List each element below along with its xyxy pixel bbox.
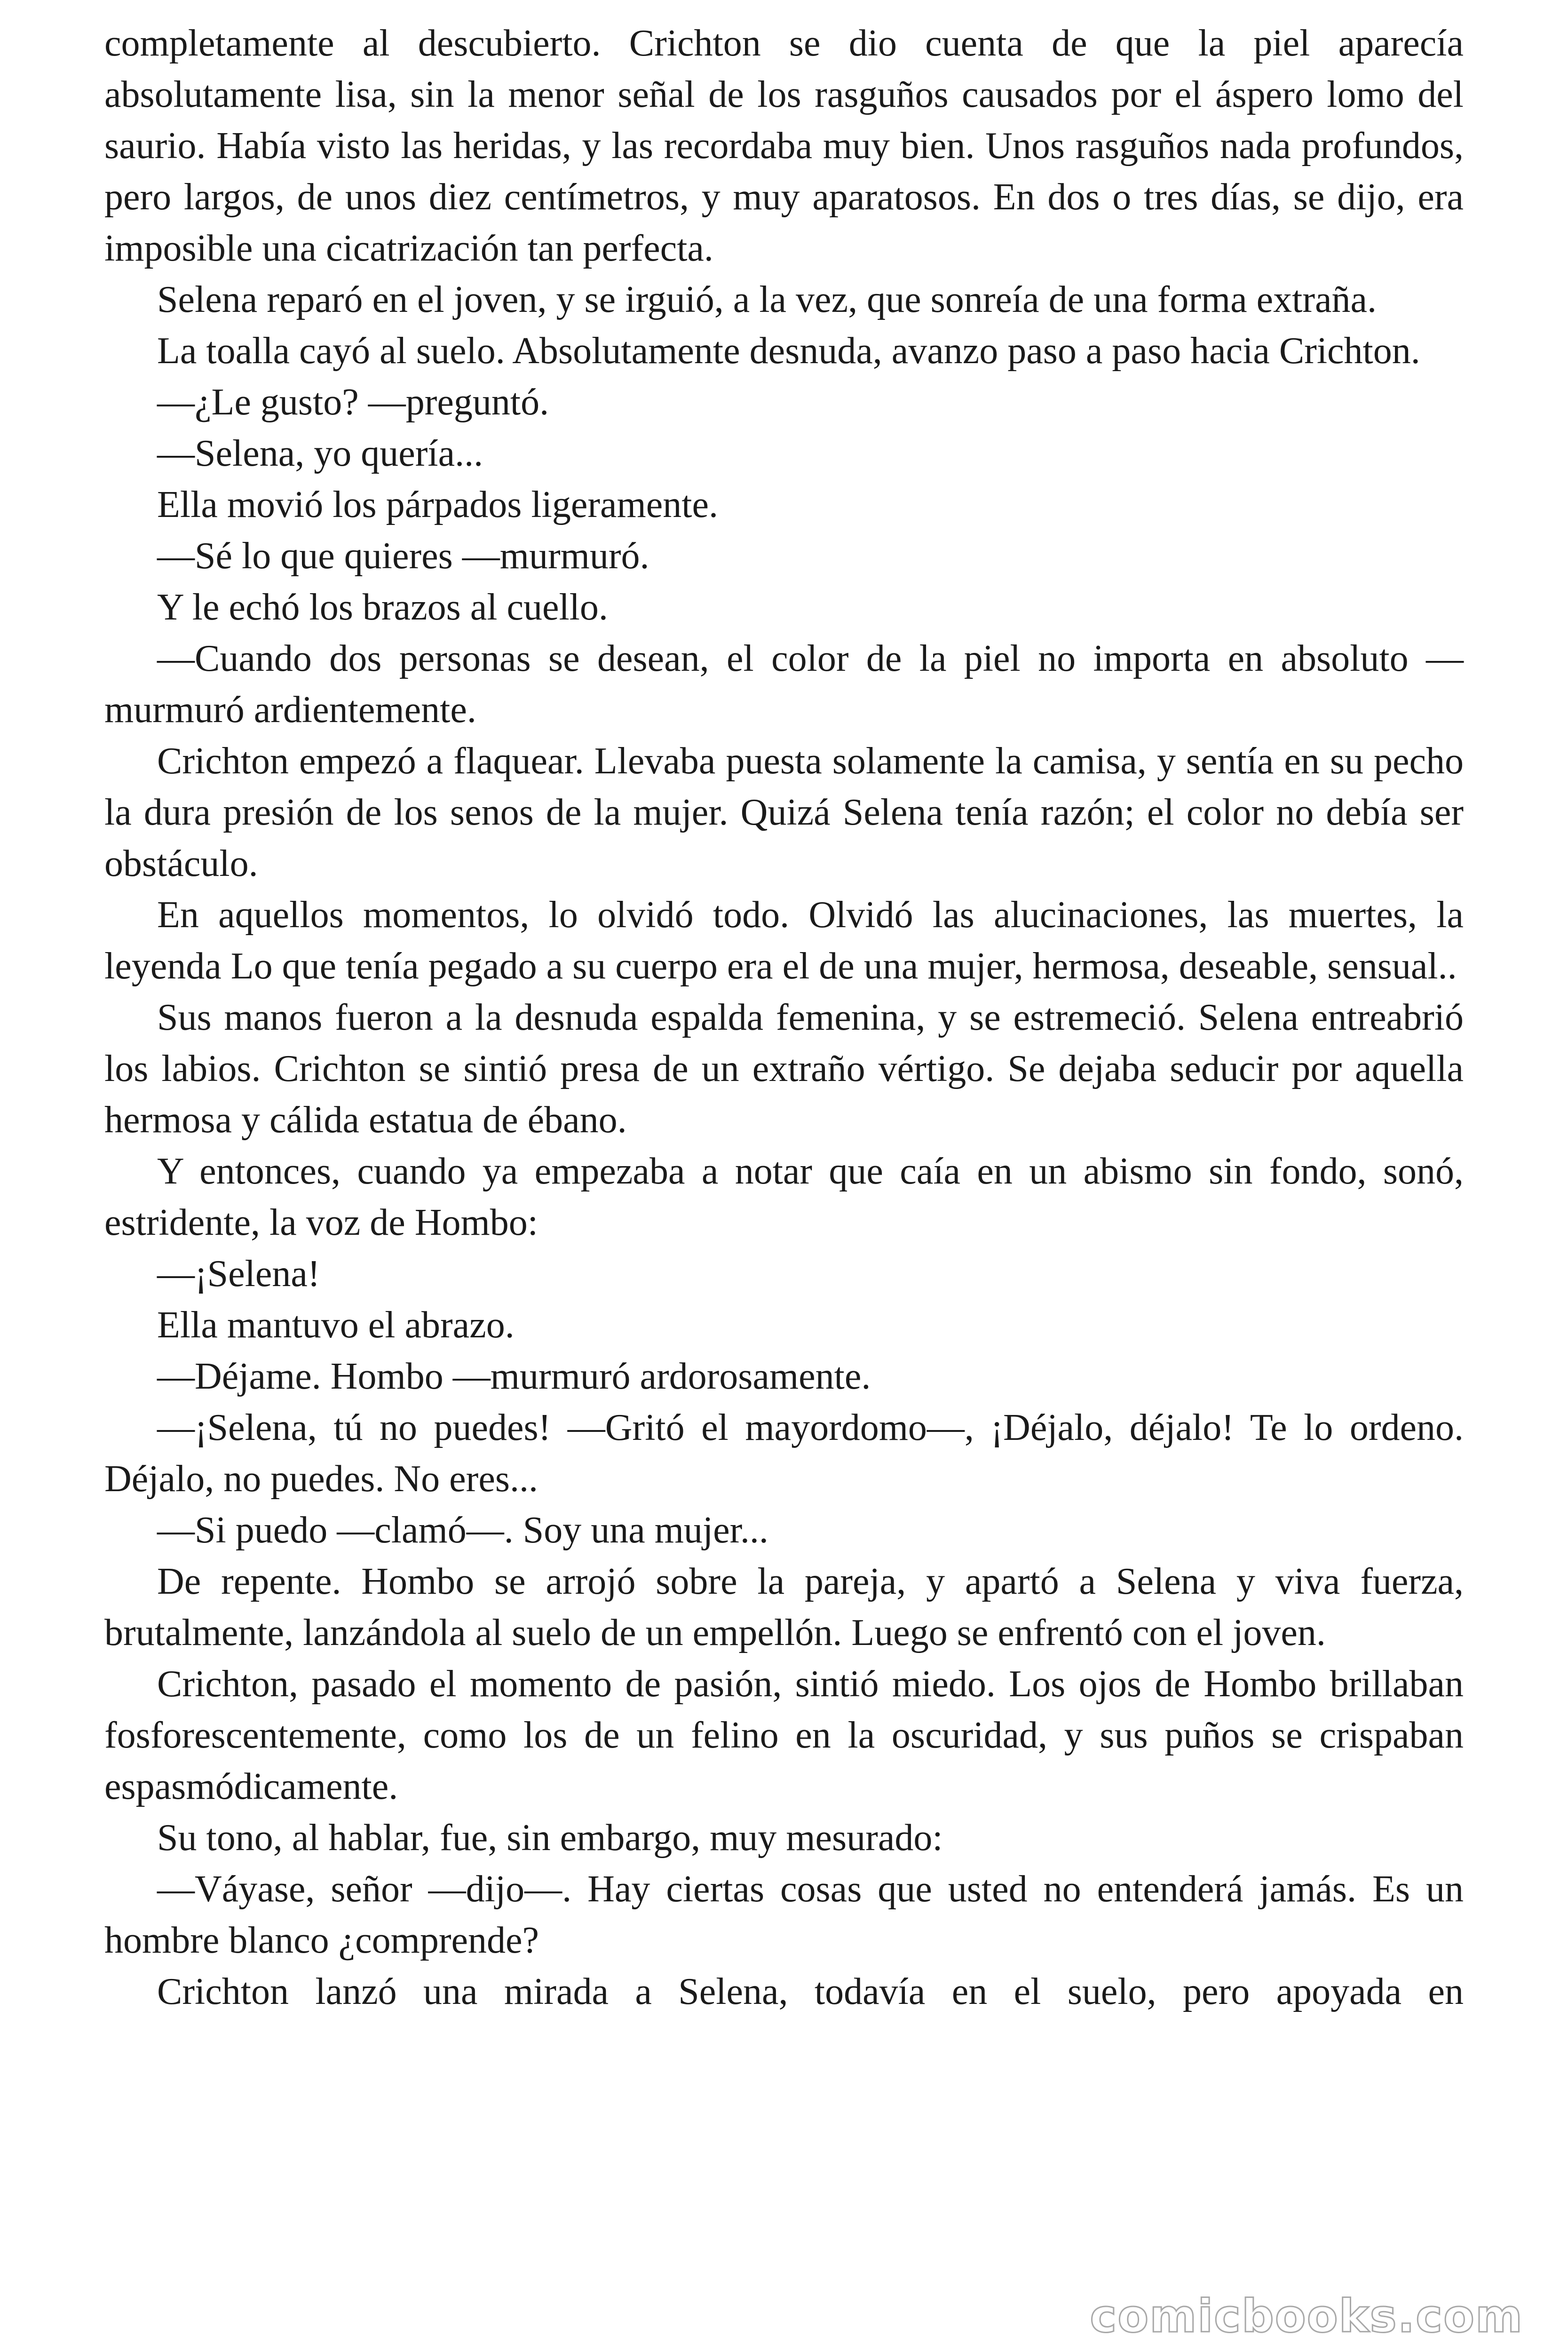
paragraph-19: De repente. Hombo se arrojó sobre la pareja, y apartó a Selena y viva fuerza, brutalmente, lanzándola al suelo de un empellón. Luego se enfrentó con el joven. [104, 1561, 1464, 1653]
paragraph-3: La toalla cayó al suelo. Absolutamente desnuda, avanzo paso a paso hacia Crichton. [157, 330, 1420, 372]
paragraph-12: Sus manos fueron a la desnuda espalda femenina, y se estremeció. Selena entreabrió los labios. Crichton se sintió presa de un extraño vértigo. Se dejaba seducir por aquella hermosa y cálida estatua de ébano. [104, 997, 1464, 1141]
paragraph-8: Y le echó los brazos al cuello. [157, 587, 608, 628]
paragraph-15: Ella mantuvo el abrazo. [157, 1304, 515, 1346]
paragraph-7: —Sé lo que quieres —murmuró. [157, 535, 649, 577]
paragraph-4: —¿Le gusto? —preguntó. [157, 381, 549, 423]
paragraph-23: Crichton lanzó una mirada a Selena, todavía en el suelo, pero apoyada en [157, 1971, 1464, 2012]
paragraph-2: Selena reparó en el joven, y se irguió, a la vez, que sonreía de una forma extraña. [157, 279, 1377, 320]
paragraph-18: —Si puedo —clamó—. Soy una mujer... [157, 1510, 768, 1551]
paragraph-1: completamente al descubierto. Crichton se dio cuenta de que la piel aparecía absolutamente lisa, sin la menor señal de los rasguños causados por el áspero lomo del saurio. Había visto las heridas, y las recordaba muy bien. Unos rasguños nada profundos, pero largos, de unos diez centímetros, y muy aparatosos. En dos o tres días, se dijo, era imposible una cicatrización tan perfecta. [104, 23, 1464, 269]
paragraph-20: Crichton, pasado el momento de pasión, sintió miedo. Los ojos de Hombo brillaban fosforescentemente, como los de un felino en la oscuridad, y sus puños se crispaban espasmódicamente. [104, 1663, 1464, 1807]
watermark-logo: comicbooks.com [1090, 2290, 1523, 2343]
paragraph-5: —Selena, yo quería... [157, 433, 483, 474]
page-body [104, 18, 1464, 2018]
paragraph-11: En aquellos momentos, lo olvidó todo. Olvidó las alucinaciones, las muertes, la leyenda Lo que tenía pegado a su cuerpo era el de una mujer, hermosa, deseable, sensual.. [104, 894, 1464, 987]
paragraph-14: —¡Selena! [157, 1253, 320, 1295]
paragraph-21: Su tono, al hablar, fue, sin embargo, muy mesurado: [157, 1817, 943, 1859]
paragraph-17: —¡Selena, tú no puedes! —Gritó el mayordomo—, ¡Déjalo, déjalo! Te lo ordeno. Déjalo, no puedes. No eres... [104, 1407, 1464, 1500]
paragraph-6: Ella movió los párpados ligeramente. [157, 484, 719, 525]
paragraph-9: —Cuando dos personas se desean, el color de la piel no importa en absoluto —murmuró ardientemente. [104, 638, 1464, 731]
paragraph-22: —Váyase, señor —dijo—. Hay ciertas cosas que usted no entenderá jamás. Es un hombre blanco ¿comprende? [104, 1868, 1464, 1961]
paragraph-16: —Déjame. Hombo —murmuró ardorosamente. [157, 1356, 871, 1397]
paragraph-10: Crichton empezó a flaquear. Llevaba puesta solamente la camisa, y sentía en su pecho la dura presión de los senos de la mujer. Quizá Selena tenía razón; el color no debía ser obstáculo. [104, 740, 1464, 884]
paragraph-13: Y entonces, cuando ya empezaba a notar que caía en un abismo sin fondo, sonó, estridente, la voz de Hombo: [104, 1151, 1464, 1243]
